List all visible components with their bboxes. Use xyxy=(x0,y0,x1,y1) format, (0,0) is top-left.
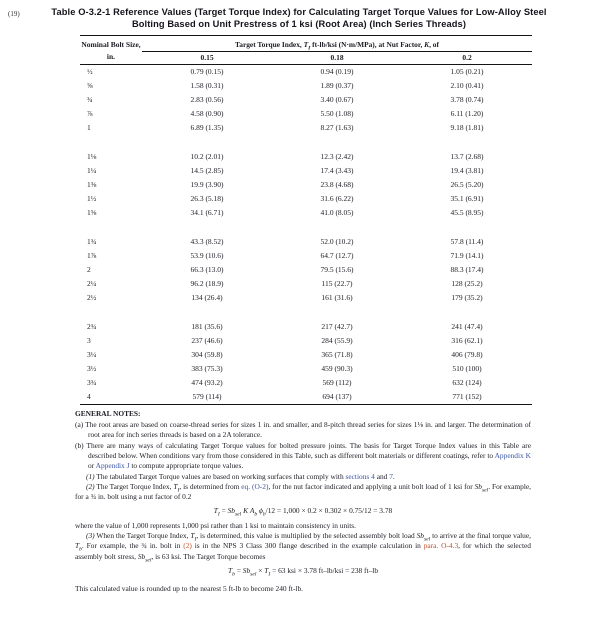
bolt-size-cell: 2¾ xyxy=(87,322,97,332)
bolt-size-cell: 1⅞ xyxy=(87,251,97,261)
table-row xyxy=(80,263,532,277)
torque-index-cell: 6.11 (1.20) xyxy=(450,109,484,119)
table-row xyxy=(80,192,532,206)
note-where xyxy=(75,521,531,531)
group-spacer-row xyxy=(80,220,532,235)
torque-index-cell: 237 (46.6) xyxy=(191,336,223,346)
torque-index-cell: 2.10 (0.41) xyxy=(450,81,484,91)
note-a xyxy=(75,420,531,441)
formula-2 xyxy=(75,566,531,576)
text-segment: /12 = 1,000 × 0.2 × 0.302 × 0.75/12 = 3.78 xyxy=(265,506,393,516)
torque-index-cell: 632 (124) xyxy=(452,378,482,388)
text-segment: sel xyxy=(250,571,257,578)
link-appendix-j[interactable]: Appendix J xyxy=(95,461,130,471)
torque-index-cell: 14.5 (2.85) xyxy=(190,166,224,176)
text-segment: . For example, for a ¾ in. bolt using a nut factor of 0.2 xyxy=(75,481,532,502)
text-segment: , is determined, this value is multiplied by the selected assembly bolt load xyxy=(196,531,417,541)
torque-index-cell: 35.1 (6.91) xyxy=(450,194,484,204)
table-row xyxy=(80,164,532,178)
table-row xyxy=(80,291,532,305)
torque-index-cell: 64.7 (12.7) xyxy=(320,251,354,261)
text-segment: Target Torque Index, xyxy=(235,39,304,49)
bolt-size-cell: 2 xyxy=(87,265,91,275)
text-segment: I xyxy=(177,487,180,494)
col-header-bolt-size-unit: in. xyxy=(80,51,142,65)
text-segment: = xyxy=(219,506,228,516)
text-segment: . xyxy=(392,471,395,481)
torque-index-cell: 31.6 (6.22) xyxy=(320,194,354,204)
bolt-size-cell: ⅞ xyxy=(87,109,93,119)
torque-index-cell: 3.78 (0.74) xyxy=(450,95,484,105)
table-title-line1: Table O-3.2-1 Reference Values (Target Torque Index) for Calculating Target Torque Values for Low-Alloy Steel xyxy=(51,7,547,17)
text-segment: and xyxy=(374,471,390,481)
bolt-size-cell: ½ xyxy=(87,67,93,77)
torque-index-cell: 53.9 (10.6) xyxy=(190,251,224,261)
link-section-7[interactable]: 7 xyxy=(389,471,393,481)
torque-index-cell: 12.3 (2.42) xyxy=(320,152,354,162)
text-segment: T xyxy=(227,565,233,575)
table-row xyxy=(80,206,532,220)
torque-index-cell: 1.89 (0.37) xyxy=(320,81,354,91)
text-segment: × xyxy=(256,565,265,575)
torque-index-cell: 241 (47.4) xyxy=(451,322,483,332)
table-body xyxy=(80,65,532,405)
text-segment: , for which the selected assembly bolt stress, xyxy=(75,541,531,561)
bolt-size-cell: 2½ xyxy=(87,293,97,303)
revision-marker: (19) xyxy=(8,10,20,18)
torque-index-cell: 771 (152) xyxy=(452,392,482,402)
text-segment: T xyxy=(173,481,178,491)
text-segment: sel xyxy=(482,487,489,494)
general-notes-heading: GENERAL NOTES: xyxy=(75,409,141,419)
text-segment: = 63 ksi × 3.78 ft–lb/ksi = 238 ft–lb xyxy=(270,565,379,575)
torque-index-cell: 474 (93.2) xyxy=(191,378,223,388)
torque-index-cell: 4.58 (0.90) xyxy=(190,109,224,119)
note-b3 xyxy=(75,531,531,562)
torque-index-cell: 66.3 (13.0) xyxy=(190,265,224,275)
text-segment: K xyxy=(243,506,249,516)
text-segment: (1) xyxy=(86,471,95,481)
torque-index-cell: 115 (22.7) xyxy=(321,279,353,289)
torque-index-cell: 383 (75.3) xyxy=(191,364,223,374)
torque-index-cell: 96.2 (18.9) xyxy=(190,279,224,289)
text-segment: Sb xyxy=(137,551,146,561)
torque-index-cell: 52.0 (10.2) xyxy=(320,237,354,247)
text-segment: (a) The root areas are based on coarse-thread series for sizes 1 in. and smaller, and 8-pitch thread series for sizes 1⅛ in. and larger. The determination of root area for inch series threads is based on a 2A tolerance. xyxy=(75,420,531,440)
table-row xyxy=(80,107,532,121)
text-segment: to compute appropriate torque values. xyxy=(129,461,244,471)
torque-index-cell: 5.50 (1.08) xyxy=(320,109,354,119)
torque-index-cell: 34.1 (6.71) xyxy=(190,208,224,218)
torque-index-cell: 41.0 (8.05) xyxy=(320,208,354,218)
torque-index-cell: 2.83 (0.56) xyxy=(190,95,224,105)
torque-index-table xyxy=(80,35,532,406)
table-row xyxy=(80,235,532,249)
table-row xyxy=(80,320,532,334)
group-spacer-row xyxy=(80,135,532,150)
torque-index-cell: 304 (59.8) xyxy=(191,350,223,360)
table-row xyxy=(80,362,532,376)
text-segment: b xyxy=(79,546,82,553)
text-segment: K xyxy=(424,39,430,49)
text-segment: When the Target Torque Index, xyxy=(94,531,191,541)
torque-index-cell: 694 (137) xyxy=(322,392,352,402)
col-header-torque-index xyxy=(142,35,532,51)
link-note-2[interactable]: (2) xyxy=(183,541,192,551)
torque-index-cell: 13.7 (2.68) xyxy=(450,152,484,162)
bolt-size-cell: 3¾ xyxy=(87,378,97,388)
table-title-line2: Bolting Based on Unit Prestress of 1 ksi (Root Area) (Inch Series Threads) xyxy=(131,18,467,29)
link-eq-o-2[interactable]: eq. (O-2) xyxy=(241,481,269,491)
torque-index-cell: 88.3 (17.4) xyxy=(450,265,484,275)
table-row xyxy=(80,334,532,348)
text-segment: b xyxy=(232,571,235,578)
text-segment: (b) There are many ways of calculating Target Torque values for bolted pressure joints. The basis for Target Torque Index values in this Table are described below. When conditions vary from those considered in this Table, such as different bolt materials or different coatings, refer to xyxy=(75,440,531,460)
formula-1 xyxy=(75,506,531,516)
note-b xyxy=(75,441,531,472)
text-segment: to arrive at the final torque value, xyxy=(430,531,531,541)
table-row xyxy=(80,150,532,164)
torque-index-cell: 79.5 (15.6) xyxy=(320,265,354,275)
text-segment: T xyxy=(213,506,218,516)
table-row xyxy=(80,178,532,192)
bolt-size-cell: 4 xyxy=(87,392,91,402)
torque-index-cell: 179 (35.2) xyxy=(451,293,483,303)
bolt-size-cell: 1¼ xyxy=(87,166,97,176)
torque-index-cell: 71.9 (14.1) xyxy=(450,251,484,261)
torque-index-cell: 134 (26.4) xyxy=(191,293,223,303)
text-segment: I xyxy=(217,511,220,518)
text-segment: . For example, the ¾ in. bolt in xyxy=(81,541,184,551)
torque-index-cell: 26.3 (5.18) xyxy=(190,194,224,204)
table-row xyxy=(80,390,532,405)
table-row xyxy=(80,121,532,135)
text-segment: The tabulated Target Torque values are based on working surfaces that comply with xyxy=(94,471,346,481)
col-header-bolt-size: Nominal Bolt Size, xyxy=(81,40,141,50)
torque-index-cell: 181 (35.6) xyxy=(191,322,223,332)
torque-index-cell: 26.5 (5.20) xyxy=(450,180,484,190)
torque-index-cell: 9.18 (1.81) xyxy=(450,123,484,133)
text-segment: T xyxy=(264,565,269,575)
torque-index-cell: 23.8 (4.68) xyxy=(320,180,354,190)
note-final xyxy=(75,584,531,594)
table-row xyxy=(80,79,532,93)
text-segment: I xyxy=(194,536,197,543)
text-segment: A xyxy=(249,506,255,516)
general-notes xyxy=(75,408,531,594)
col-header-nut-factor-0-2: 0.2 xyxy=(402,51,532,65)
bolt-size-cell: 3¼ xyxy=(87,350,97,360)
spacer-cell xyxy=(80,305,532,320)
text-segment: or xyxy=(88,461,96,471)
table-header xyxy=(80,35,532,65)
torque-index-cell: 569 (112) xyxy=(322,378,352,388)
table-row xyxy=(80,376,532,390)
text-segment: sel xyxy=(423,536,431,543)
text-segment: I xyxy=(308,45,311,52)
torque-index-cell: 6.89 (1.35) xyxy=(190,123,224,133)
text-segment: Sb xyxy=(474,481,482,491)
torque-index-cell: 128 (25.2) xyxy=(451,279,483,289)
table-row xyxy=(80,348,532,362)
torque-index-cell: 0.79 (0.15) xyxy=(190,67,224,77)
bolt-size-cell: 1⅝ xyxy=(87,208,97,218)
text-segment: sel xyxy=(145,557,152,564)
bolt-size-cell: 3½ xyxy=(87,364,97,374)
text-segment: The Target Torque Index, xyxy=(94,481,174,491)
text-segment: , of xyxy=(429,39,439,49)
torque-index-cell: 406 (79.8) xyxy=(451,350,483,360)
text-segment: T xyxy=(303,39,309,49)
torque-index-cell: 17.4 (3.43) xyxy=(320,166,354,176)
text-segment: Sb xyxy=(416,531,424,541)
text-segment: Sb xyxy=(227,506,235,516)
table-row xyxy=(80,277,532,291)
bolt-size-cell: 1⅜ xyxy=(87,180,97,190)
text-segment: ϕ xyxy=(259,506,263,516)
text-segment: This calculated value is rounded up to the nearest 5 ft-lb to become 240 ft-lb. xyxy=(75,584,304,594)
general-notes-body xyxy=(75,420,531,594)
torque-index-cell: 217 (42.7) xyxy=(321,322,353,332)
table-row xyxy=(80,65,532,80)
torque-index-cell: 1.58 (0.31) xyxy=(190,81,224,91)
text-segment: T xyxy=(75,541,80,551)
table-title xyxy=(8,7,590,31)
bolt-size-cell: 2¼ xyxy=(87,279,97,289)
bolt-size-cell: ⅝ xyxy=(87,81,93,91)
torque-index-cell: 1.05 (0.21) xyxy=(450,67,484,77)
torque-index-cell: 45.5 (8.95) xyxy=(450,208,484,218)
bolt-size-cell: 1¾ xyxy=(87,237,97,247)
torque-index-cell: 10.2 (2.01) xyxy=(190,152,224,162)
bolt-size-cell: 1½ xyxy=(87,194,97,204)
torque-index-cell: 0.94 (0.19) xyxy=(320,67,354,77)
bolt-size-cell: 3 xyxy=(87,336,91,346)
text-segment: T xyxy=(190,531,195,541)
spacer-cell xyxy=(80,135,532,150)
link-para-o-4-3[interactable]: para. O-4.3 xyxy=(423,541,459,551)
text-segment: , for the nut factor indicated and applying a unit bolt load of 1 ksi for xyxy=(268,481,475,491)
text-segment: , is 63 ksi. The Target Torque becomes xyxy=(151,551,266,561)
torque-index-cell: 316 (62.1) xyxy=(451,336,483,346)
torque-index-cell: 19.9 (3.90) xyxy=(190,180,224,190)
bolt-size-cell: 1⅛ xyxy=(87,152,97,162)
torque-index-cell: 510 (100) xyxy=(452,364,482,374)
text-segment: is in the NPS 3 Class 300 flange described in the example calculation in xyxy=(191,541,424,551)
text-segment: Sb xyxy=(242,565,251,575)
text-segment: where the value of 1,000 represents 1,000 psi rather than 1 ksi to maintain consistency in units. xyxy=(75,520,356,530)
title-block xyxy=(8,7,590,31)
text-segment: sel xyxy=(235,511,242,518)
torque-index-cell: 459 (90.3) xyxy=(321,364,353,374)
note-b1 xyxy=(75,472,531,482)
link-sections-4[interactable]: sections 4 xyxy=(345,471,375,481)
text-segment: ft-lb/ksi (N·m/MPa), at Nut Factor, xyxy=(310,39,425,49)
torque-index-cell: 57.8 (11.4) xyxy=(450,237,484,247)
col-header-nut-factor-0-15: 0.15 xyxy=(142,51,272,65)
bolt-size-cell: 1 xyxy=(87,123,91,133)
text-segment: I xyxy=(268,571,271,578)
bolt-size-cell: ¾ xyxy=(87,95,93,105)
torque-index-cell: 43.3 (8.52) xyxy=(190,237,224,247)
text-segment: (3) xyxy=(86,531,95,541)
group-spacer-row xyxy=(80,305,532,320)
table-row xyxy=(80,93,532,107)
link-appendix-k[interactable]: Appendix K xyxy=(494,450,531,460)
torque-index-cell: 365 (71.8) xyxy=(321,350,353,360)
torque-index-cell: 161 (31.6) xyxy=(321,293,353,303)
torque-index-cell: 19.4 (3.81) xyxy=(450,166,484,176)
text-segment: b xyxy=(262,511,266,518)
text-segment: , is determined from xyxy=(179,481,242,491)
spacer-cell xyxy=(80,220,532,235)
col-header-nut-factor-0-18: 0.18 xyxy=(272,51,402,65)
table-row xyxy=(80,249,532,263)
text-segment: b xyxy=(254,511,258,518)
note-b2 xyxy=(75,482,531,503)
text-segment: = xyxy=(234,565,243,575)
text-segment: (2) xyxy=(86,481,95,491)
torque-index-cell: 8.27 (1.63) xyxy=(320,123,354,133)
torque-index-cell: 284 (55.9) xyxy=(321,336,353,346)
torque-index-cell: 3.40 (0.67) xyxy=(320,95,354,105)
torque-index-cell: 579 (114) xyxy=(192,392,222,402)
